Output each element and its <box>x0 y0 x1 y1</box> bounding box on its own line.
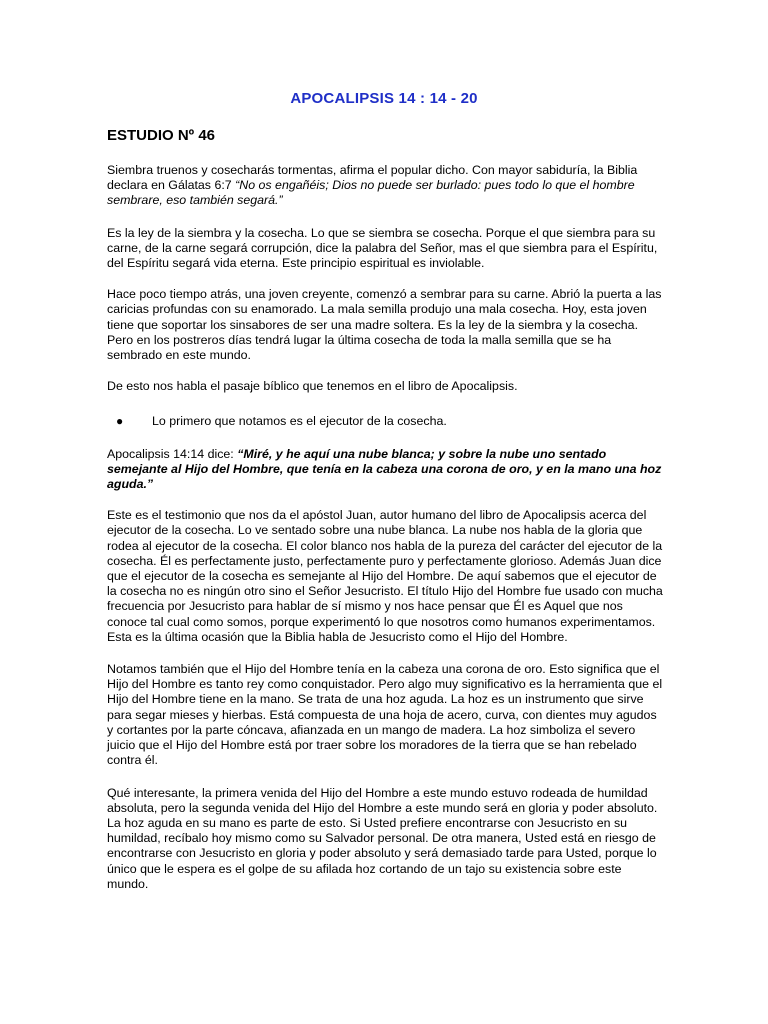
bullet-dot-icon: ● <box>116 414 124 429</box>
bullet-item <box>107 414 663 429</box>
paragraph-intro <box>107 163 663 209</box>
paragraph-transition: De esto nos habla el pasaje bíblico que tenemos en el libro de Apocalipsis. <box>107 379 518 394</box>
paragraph-scripture <box>107 447 663 493</box>
paragraph-example: Hace poco tiempo atrás, una joven creyente, comenzó a sembrar para su carne. Abrió la puerta a las caricias profundas con su enamorado. La mala semilla produjo una mala cosecha. Hoy, esta joven tiene que soportar los sinsabores de ser una madre soltera. Es la ley de la siembra y la cosecha. Pero en los postreros días tendrá lugar la última cosecha de toda la malla semilla que se ha sembrado en este mundo. <box>107 287 662 363</box>
paragraph-intro-text: Siembra truenos y cosecharás tormentas, afirma el popular dicho. Con mayor sabiduría, la Biblia declara en Gálatas 6:7 <box>107 163 638 193</box>
paragraph-conclusion: Qué interesante, la primera venida del Hijo del Hombre a este mundo estuvo rodeada de humildad absoluta, pero la segunda venida del Hijo del Hombre a este mundo será en gloria y poder absoluto. La hoz aguda en su mano es parte de esto. Si Usted prefiere encontrarse con Jesucristo en su humildad, recíbalo hoy mismo como su Salvador personal. De otra manera, Usted está en riesgo de encontrarse con Jesucristo en gloria y poder absoluto y será demasiado tarde para Usted, porque lo único que le espera es el golpe de su afilada hoz cortando de un tajo su existencia sobre este mundo. <box>107 785 658 891</box>
paragraph-law: Es la ley de la siembra y la cosecha. Lo que se siembra se cosecha. Porque el que siembra para su carne, de la carne segará corrupción, dice la palabra del Señor, mas el que siembra para el Espíritu, del Espíritu segará vida eterna. Este principio espiritual es inviolable. <box>107 225 658 271</box>
paragraph-crown: Notamos también que el Hijo del Hombre tenía en la cabeza una corona de oro. Esto significa que el Hijo del Hombre es tanto rey como conquistador. Pero algo muy significativo es la herramienta que el Hijo del Hombre tiene en la mano. Se trata de una hoz aguda. La hoz es un instrumento que sirve para segar mieses y hierbas. Está compuesta de una hoja de acero, curva, con dientes muy agudos y cortantes por la parte cóncava, afianzada en un mango de madera. La hoz simboliza el severo juicio que el Hijo del Hombre está por traer sobre los moradores de la tierra que se han rebelado contra él. <box>107 662 663 768</box>
study-number-heading: ESTUDIO Nº 46 <box>107 127 216 144</box>
scripture-reference: Apocalipsis 14:14 dice: <box>107 446 238 461</box>
galatas-quote: “No os engañéis; Dios no puede ser burlado: pues todo lo que el hombre sembrare, eso también segará.” <box>107 178 635 208</box>
page-title: APOCALIPSIS 14 : 14 - 20 <box>290 90 478 107</box>
document-body <box>107 163 663 908</box>
paragraph-testimony: Este es el testimonio que nos da el apóstol Juan, autor humano del libro de Apocalipsis acerca del ejecutor de la cosecha. Lo ve sentado sobre una nube blanca. La nube nos habla de la gloria que rodea al ejecutor de la cosecha. El color blanco nos habla de la pureza del carácter del ejecutor de la cosecha. Él es perfectamente justo, perfectamente puro y perfectamente glorioso. Además Juan dice que el ejecutor de la cosecha es semejante al Hijo del Hombre. De aquí sabemos que el ejecutor de la cosecha no es ningún otro sino el Señor Jesucristo. El título Hijo del Hombre fue usado con mucha frecuencia por Jesucristo para hablar de sí mismo y nos hace pensar que Él es Aquel que nos conoce tal cual como somos, porque experimentó lo que nosotros como humanos experimentamos. Esta es la última ocasión que la Biblia habla de Jesucristo como el Hijo del Hombre. <box>107 508 663 644</box>
bullet-text: Lo primero que notamos es el ejecutor de la cosecha. <box>152 414 447 429</box>
scripture-quote: “Miré, y he aquí una nube blanca; y sobre la nube uno sentado semejante al Hijo del Hombre, que tenía en la cabeza una corona de oro, y en la mano una hoz aguda.” <box>107 446 662 492</box>
